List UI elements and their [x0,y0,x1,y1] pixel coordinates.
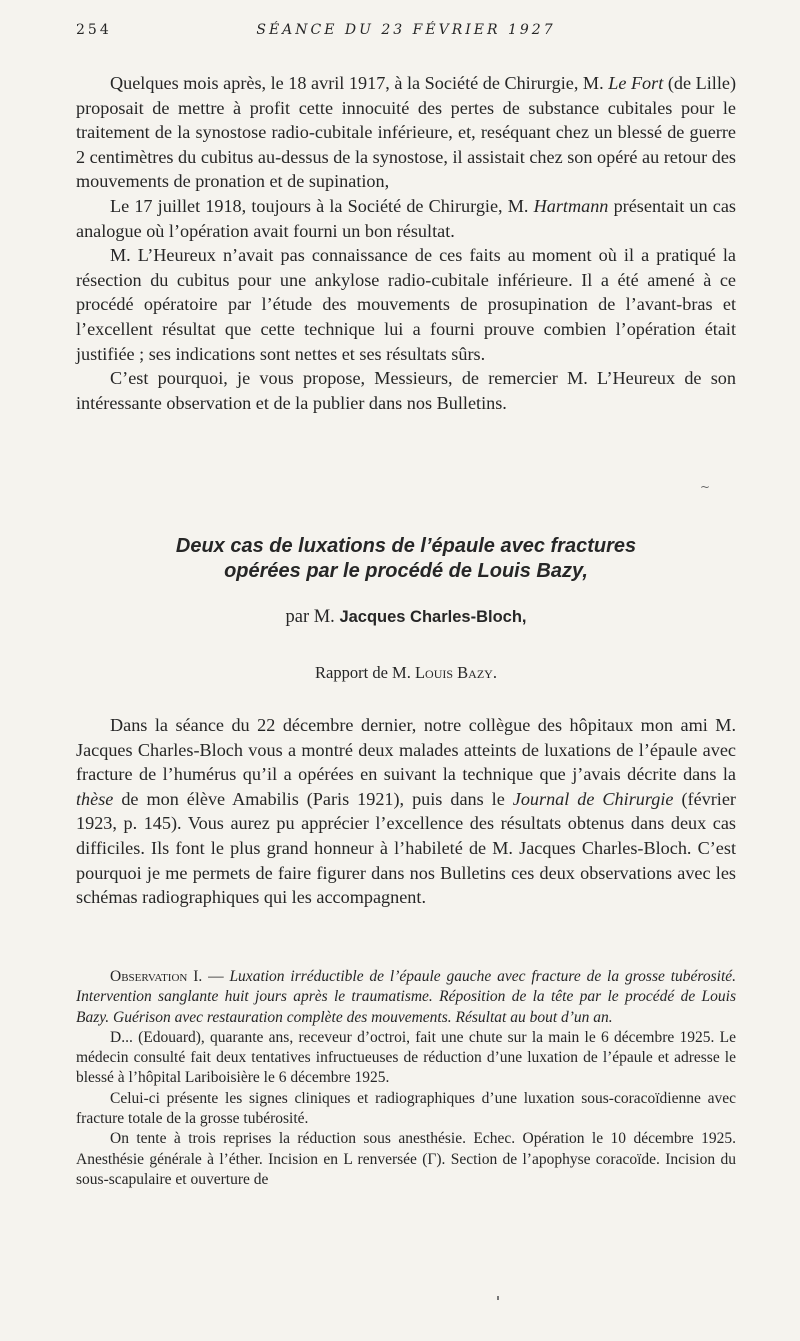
author-name-le-fort: Le Fort [608,73,664,93]
previous-report-conclusion [76,71,736,415]
observation-heading: Observation I. — Luxation irréductible de l’épaule gauche avec fracture de la grosse tubérosité. Intervention sanglante huit jours après le traumatisme. Réposition de la tête par le procédé de Louis Bazy. Guérison avec restauration complète des mouvements. Résultat au bout d’un an. [76,968,737,1026]
observation-label: Observation I. [110,968,203,985]
paragraph: D... (Edouard), quarante ans, receveur d’octroi, fait une chute sur la main le 6 décembre 1925. Le médecin consulté fait deux tentatives infructueuses de réduction d’une luxation de l’épaule et adresse le blessé à l’hôpital Lariboisière le 6 décembre 1925. [76,1028,736,1087]
observation-1 [76,967,736,1190]
paragraph: On tente à trois reprises la réduction sous anesthésie. Echec. Opération le 10 décembre 1925. Anesthésie générale à l’éther. Incision en L renversée (Γ). Section de l’apophyse coracoïde. Incision du sous-scapulaire et ouverture de [76,1130,736,1188]
paragraph: Celui-ci présente les signes cliniques et radiographiques d’une luxation sous-coracoïdienne avec fracture totale de la grosse tubérosité. [76,1089,736,1128]
page-mark [497,1296,499,1300]
paragraph: Dans la séance du 22 décembre dernier, notre collègue des hôpitaux mon ami M. Jacques Charles-Bloch vous a montré deux malades atteints de luxations de l’épaule avec fracture de l’humérus qu’il a opérées en suivant la technique que j’avais décrite dans la thèse de mon élève Amabilis (Paris 1921), puis dans le Journal de Chirurgie (février 1923, p. 145). Vous aurez pu apprécier l’excellence des résultats obtenus dans deux cas difficiles. Ils font le plus grand honneur à l’habileté de M. Jacques Charles-Bloch. C’est pourquoi je me permets de faire figurer dans nos Bulletins ces deux observations avec les schémas radiographiques qui les accompagnent. [76,715,736,908]
report-introduction [76,713,736,910]
stray-mark: ~ [700,480,711,494]
page-number: 254 [76,22,112,38]
paragraph: M. L’Heureux n’avait pas connaissance de ces faits au moment où il a pratiqué la résection du cubitus pour une ankylose radio-cubitale inférieure. Il a été amené à ce procédé opératoire par l’étude des mouvements de prosupination de l’avant-bras et l’excellent résultat que cette technique lui a fourni prouve combien l’opération était justifiée ; ses indications sont nettes et ses résultats sûrs. [76,245,736,364]
article-title [76,534,736,584]
article-title-line: Deux cas de luxations de l’épaule avec fractures [175,535,637,557]
paragraph: C’est pourquoi, je vous propose, Messieurs, de remercier M. L’Heureux de son intéressante observation et de la publier dans nos Bulletins. [76,368,736,413]
paragraph: Le 17 juillet 1918, toujours à la Société de Chirurgie, M. Hartmann présentait un cas analogue où l’opération avait fourni un bon résultat. [76,195,736,241]
page-header [76,22,736,46]
running-title: SÉANCE DU 23 FÉVRIER 1927 [256,22,556,38]
author-name: Jacques Charles-Bloch, [339,608,527,626]
paragraph: Quelques mois après, le 18 avril 1917, à la Société de Chirurgie, M. Le Fort (de Lille) proposait de mettre à profit cette innocuité des pertes de substance cubitales pour le traitement de la synostose radio-cubitale inférieure, et, reséquant chez un blessé de guerre 2 centimètres du cubitus au-dessus de la synostose, il assistait chez son opéré au retour des mouvements de pronation et de supination, [76,73,736,192]
article-title-line: opérées par le procédé de Louis Bazy, [224,560,588,582]
rapporteur-line: Rapport de M. Louis Bazy. [315,663,497,682]
journal-title: Journal de Chirurgie [512,788,674,809]
article-author: par M. Jacques Charles-Bloch, [285,607,527,627]
rapporteur-name: Louis Bazy. [414,663,497,682]
author-name-hartmann: Hartmann [533,195,609,216]
